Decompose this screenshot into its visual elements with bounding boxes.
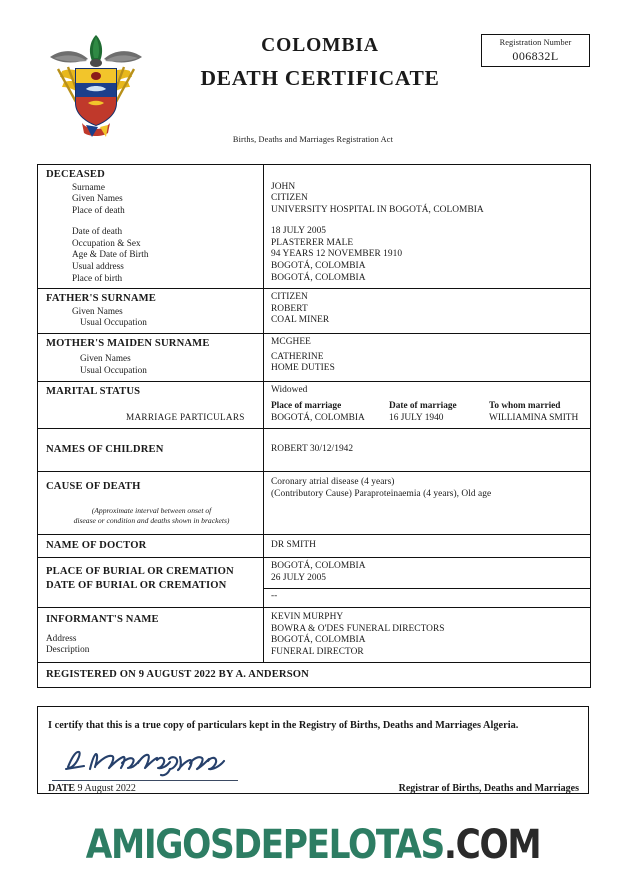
cause-value-cell [264, 472, 590, 534]
label-place-of-birth: Place of birth [72, 272, 123, 283]
registration-act-line: Births, Deaths and Marriages Registration Act [232, 135, 394, 144]
value-burial-date: 26 JULY 2005 [271, 572, 327, 583]
mother-labels-cell [38, 334, 264, 381]
table-row-burial [38, 558, 590, 608]
value-father-surname: CITIZEN [271, 292, 308, 303]
marital-status-heading: MARITAL STATUS [46, 385, 141, 397]
watermark-main: AMIGOSDEPELOTAS [85, 822, 444, 868]
marital-labels-cell [38, 382, 264, 429]
value-given-names: CITIZEN [271, 193, 308, 204]
value-surname: JOHN [271, 181, 296, 192]
burial-date-heading: DATE OF BURIAL OR CREMATION [46, 579, 227, 591]
signature [60, 743, 235, 777]
site-watermark [44, 822, 582, 868]
label-informant-address: Address [46, 632, 77, 643]
certification-statement: I certify that this is a true copy of particulars kept in the Registry of Births, Deaths and Marriages Algeria. [48, 720, 519, 731]
value-occupation-sex: PLASTERER MALE [271, 237, 354, 248]
value-father-given-names: ROBERT [271, 303, 308, 314]
deceased-heading-spacer [271, 168, 584, 182]
table-row-informant [38, 608, 590, 663]
cause-label-cell [38, 472, 264, 534]
children-heading: NAMES OF CHILDREN [46, 443, 164, 455]
label-age-dob: Age & Date of Birth [72, 249, 149, 260]
certification-date [48, 783, 136, 794]
label-informant-description: Description [46, 644, 90, 655]
colombia-coat-of-arms-icon [42, 27, 150, 139]
table-row-deceased [38, 165, 590, 289]
value-burial-place: BOGOTÁ, COLOMBIA [271, 561, 366, 572]
col-date-of-marriage: Date of marriage [389, 401, 457, 412]
document-title: DEATH CERTIFICATE [200, 66, 440, 90]
label-father-given-names: Given Names [72, 305, 123, 316]
cause-note-line-2: disease or condition and deaths shown in brackets) [73, 515, 230, 525]
certification-box [37, 706, 589, 794]
doctor-heading: NAME OF DOCTOR [46, 539, 147, 551]
registered-text: REGISTERED ON 9 AUGUST 2022 BY A. ANDERSON [46, 669, 309, 681]
value-mother-occupation: HOME DUTIES [271, 363, 335, 374]
marriage-particulars-label: MARRIAGE PARTICULARS [126, 412, 245, 423]
marriage-header-row [271, 400, 584, 412]
value-usual-address: BOGOTÁ, COLOMBIA [271, 261, 366, 272]
burial-extra-subrow [264, 588, 591, 603]
label-mother-given-names: Given Names [80, 353, 131, 364]
label-mother-occupation: Usual Occupation [80, 365, 147, 376]
label-given-names: Given Names [72, 193, 123, 204]
marriage-particulars-table [271, 400, 584, 424]
value-informant-description: FUNERAL DIRECTOR [271, 646, 364, 657]
value-mother-surname: MCGHEE [271, 336, 311, 347]
value-place-of-birth: BOGOTÁ, COLOMBIA [271, 272, 366, 283]
cause-of-death-note [46, 506, 257, 526]
informant-label-cell [38, 608, 264, 662]
date-value: 9 August 2022 [77, 783, 136, 794]
value-burial-extra: -- [271, 591, 278, 602]
burial-label-cell [38, 558, 264, 607]
value-age-dob: 94 YEARS 12 NOVEMBER 1910 [271, 249, 403, 260]
label-surname: Surname [72, 181, 106, 192]
value-place-of-death: UNIVERSITY HOSPITAL IN BOGOTÁ, COLOMBIA [271, 204, 484, 215]
country-title: COLOMBIA [261, 35, 379, 56]
value-date-of-marriage: 16 JULY 1940 [389, 413, 444, 424]
watermark-tld: .COM [443, 822, 541, 868]
cause-note-line-1: (Approximate interval between onset of [91, 505, 212, 515]
table-row-marital-status [38, 382, 590, 430]
mother-values-cell [264, 334, 590, 381]
value-children: ROBERT 30/12/1942 [271, 443, 354, 454]
title-block [175, 33, 465, 94]
cause-of-death-heading: CAUSE OF DEATH [46, 481, 141, 493]
value-cause-line-2: (Contributory Cause) Paraproteinaemia (4 years), Old age [271, 488, 492, 499]
label-occupation-sex: Occupation & Sex [72, 237, 141, 248]
value-place-of-marriage: BOGOTÁ, COLOMBIA [271, 413, 365, 424]
spacer [46, 216, 257, 226]
registrar-title: Registrar of Births, Deaths and Marriages [398, 783, 579, 794]
children-value-cell [264, 429, 590, 471]
burial-value-cell [264, 558, 590, 607]
table-row-father [38, 289, 590, 334]
value-to-whom-married: WILLIAMINA SMITH [489, 413, 579, 424]
registration-number-box [481, 34, 590, 67]
table-row-registered [38, 663, 590, 687]
value-mother-given-names: CATHERINE [271, 351, 324, 362]
table-row-mother [38, 334, 590, 382]
doctor-label-cell [38, 535, 264, 557]
certificate-header [0, 0, 626, 155]
certificate-table [37, 164, 591, 688]
col-place-of-marriage: Place of marriage [271, 401, 342, 412]
father-values-cell [264, 289, 590, 333]
deceased-heading: DECEASED [46, 169, 105, 180]
deceased-values-cell [264, 165, 590, 288]
value-informant-organisation: BOWRA & O'DES FUNERAL DIRECTORS [271, 623, 445, 634]
deceased-labels-cell [38, 165, 264, 288]
burial-place-heading: PLACE OF BURIAL OR CREMATION [46, 566, 234, 578]
table-row-children [38, 429, 590, 472]
label-usual-address: Usual address [72, 261, 124, 272]
label-place-of-death: Place of death [72, 204, 125, 215]
value-date-of-death: 18 JULY 2005 [271, 226, 327, 237]
value-marital-status: Widowed [271, 384, 308, 395]
mother-heading: MOTHER'S MAIDEN SURNAME [46, 337, 210, 349]
value-father-occupation: COAL MINER [271, 315, 330, 326]
marriage-value-row [271, 412, 584, 424]
table-row-cause-of-death [38, 472, 590, 535]
value-informant-address: BOGOTÁ, COLOMBIA [271, 635, 366, 646]
marital-values-cell [264, 382, 590, 429]
value-doctor: DR SMITH [271, 539, 316, 550]
spacer [271, 216, 584, 226]
father-heading: FATHER'S SURNAME [46, 293, 157, 305]
signature-line [52, 780, 238, 781]
value-informant-name: KEVIN MURPHY [271, 612, 344, 622]
col-to-whom-married: To whom married [489, 401, 561, 412]
label-father-occupation: Usual Occupation [80, 317, 147, 328]
label-date-of-death: Date of death [72, 226, 123, 237]
informant-heading: INFORMANT'S NAME [46, 614, 159, 625]
children-label-cell [38, 429, 264, 471]
date-label: DATE [48, 783, 76, 794]
registration-number-label: Registration Number [499, 38, 572, 47]
informant-value-cell [264, 608, 590, 662]
registration-number-value: 006832L [512, 49, 559, 63]
father-labels-cell [38, 289, 264, 333]
table-row-doctor [38, 535, 590, 558]
value-cause-line-1: Coronary atrial disease (4 years) [271, 477, 395, 488]
doctor-value-cell [264, 535, 590, 557]
